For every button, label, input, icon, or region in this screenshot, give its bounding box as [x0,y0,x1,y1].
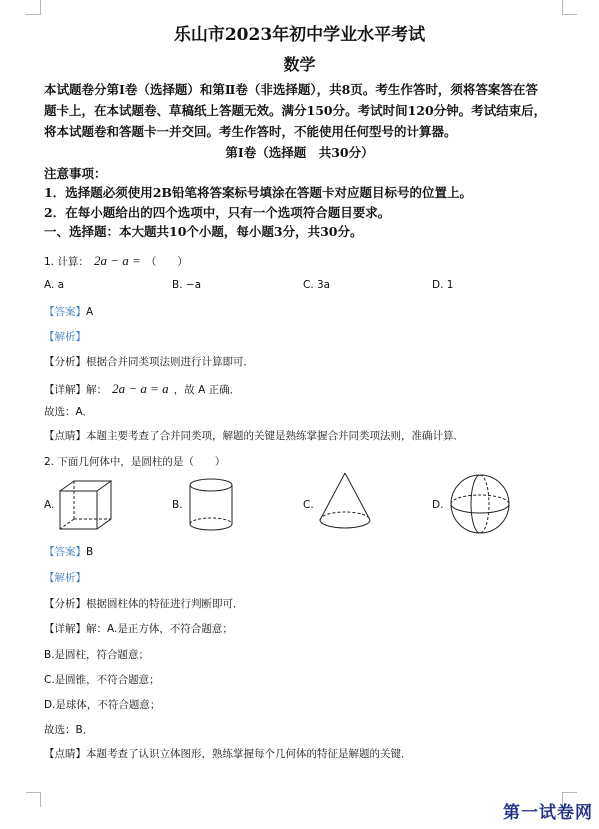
q1-expression: 2a − a = [93,253,141,268]
q2-stem: 2. 下面几何体中，是圆柱的是（ ） [44,456,226,468]
part-1-heading: 一、选择题：本大题共10个小题，每小题3分，共30分。 [44,224,363,239]
q2-label-d: D. [432,499,444,511]
site-watermark: 第一试卷网 [503,803,593,823]
subject-title: 数学 [283,55,316,74]
cylinder-figure [186,476,236,534]
crop-mark-top-left [26,0,41,15]
q2-choose: 故选：B． [44,724,94,736]
q1-detail [44,378,240,397]
sphere-figure [448,472,512,536]
q2-analysis-tag: 【解析】 [44,572,86,584]
cone-figure [316,470,374,534]
q2-label-a: A. [44,499,55,511]
q2-answer-tag: 【答案】 [44,546,86,558]
intro-line-2: 题卡上，在本试题卷、草稿纸上答题无效。满分150分。考试时间120分钟。考试结束后， [44,103,547,118]
q1-stem-prefix: 1. 计算： [44,256,89,268]
q2-answer [44,544,93,559]
q1-option-c: C. 3a [303,279,331,291]
q1-detail-suffix: ，故 A 正确． [173,384,241,396]
notes-title: 注意事项： [44,166,107,181]
q1-comment: 【点睛】本题主要考查了合并同类项，解题的关键是熟练掌握合并同类项法则，准确计算． [44,430,464,442]
crop-mark-bottom-left [26,792,41,807]
q1-option-b: B. −a [172,279,202,291]
q1-paren: （ ） [145,256,188,268]
q1-answer-value: A [86,306,94,318]
intro-line-1: 本试题卷分第Ⅰ卷（选择题）和第Ⅱ卷（非选择题），共8页。考生作答时，须将答案答在答 [44,82,538,97]
q1-choose: 故选：A． [44,406,94,418]
q2-answer-value: B [86,546,94,558]
q2-detail-c: C.是圆锥，不符合题意； [44,674,160,686]
q1-option-d: D. 1 [432,279,454,291]
q1-answer [44,304,93,319]
q1-option-a: A. a [44,279,65,291]
section-heading: 第Ⅰ卷（选择题 共30分） [225,145,374,160]
q1-detail-expression: 2a − a = a [112,381,169,396]
q2-detail: 【详解】解：A.是正方体，不符合题意； [44,623,233,635]
note-2: 2．在每小题给出的四个选项中，只有一个选项符合题目要求。 [44,205,391,220]
intro-line-3: 将本试题卷和答题卡一并交回。考生作答时，不能使用任何型号的计算器。 [44,124,457,139]
crop-mark-top-right [562,0,577,15]
q1-analysis-tag: 【解析】 [44,331,86,343]
q1-detail-prefix: 【详解】解： [44,384,107,396]
q2-comment: 【点睛】本题考查了认识立体图形，熟练掌握每个几何体的特征是解题的关键． [44,748,412,760]
q2-analysis: 【分析】根据圆柱体的特征进行判断即可． [44,598,244,610]
q2-detail-d: D.是球体，不符合题意； [44,699,161,711]
q2-detail-b: B.是圆柱，符合题意； [44,649,150,661]
exam-title: 乐山市2023年初中学业水平考试 [173,25,426,45]
q1-answer-tag: 【答案】 [44,306,86,318]
q2-label-b: B. [172,499,183,511]
q2-label-c: C. [303,499,314,511]
q1-analysis: 【分析】根据合并同类项法则进行计算即可． [44,356,254,368]
note-1: 1．选择题必须使用2B铅笔将答案标号填涂在答题卡对应题目标号的位置上。 [44,185,472,200]
cube-figure [58,478,114,534]
q1-stem [44,250,188,269]
